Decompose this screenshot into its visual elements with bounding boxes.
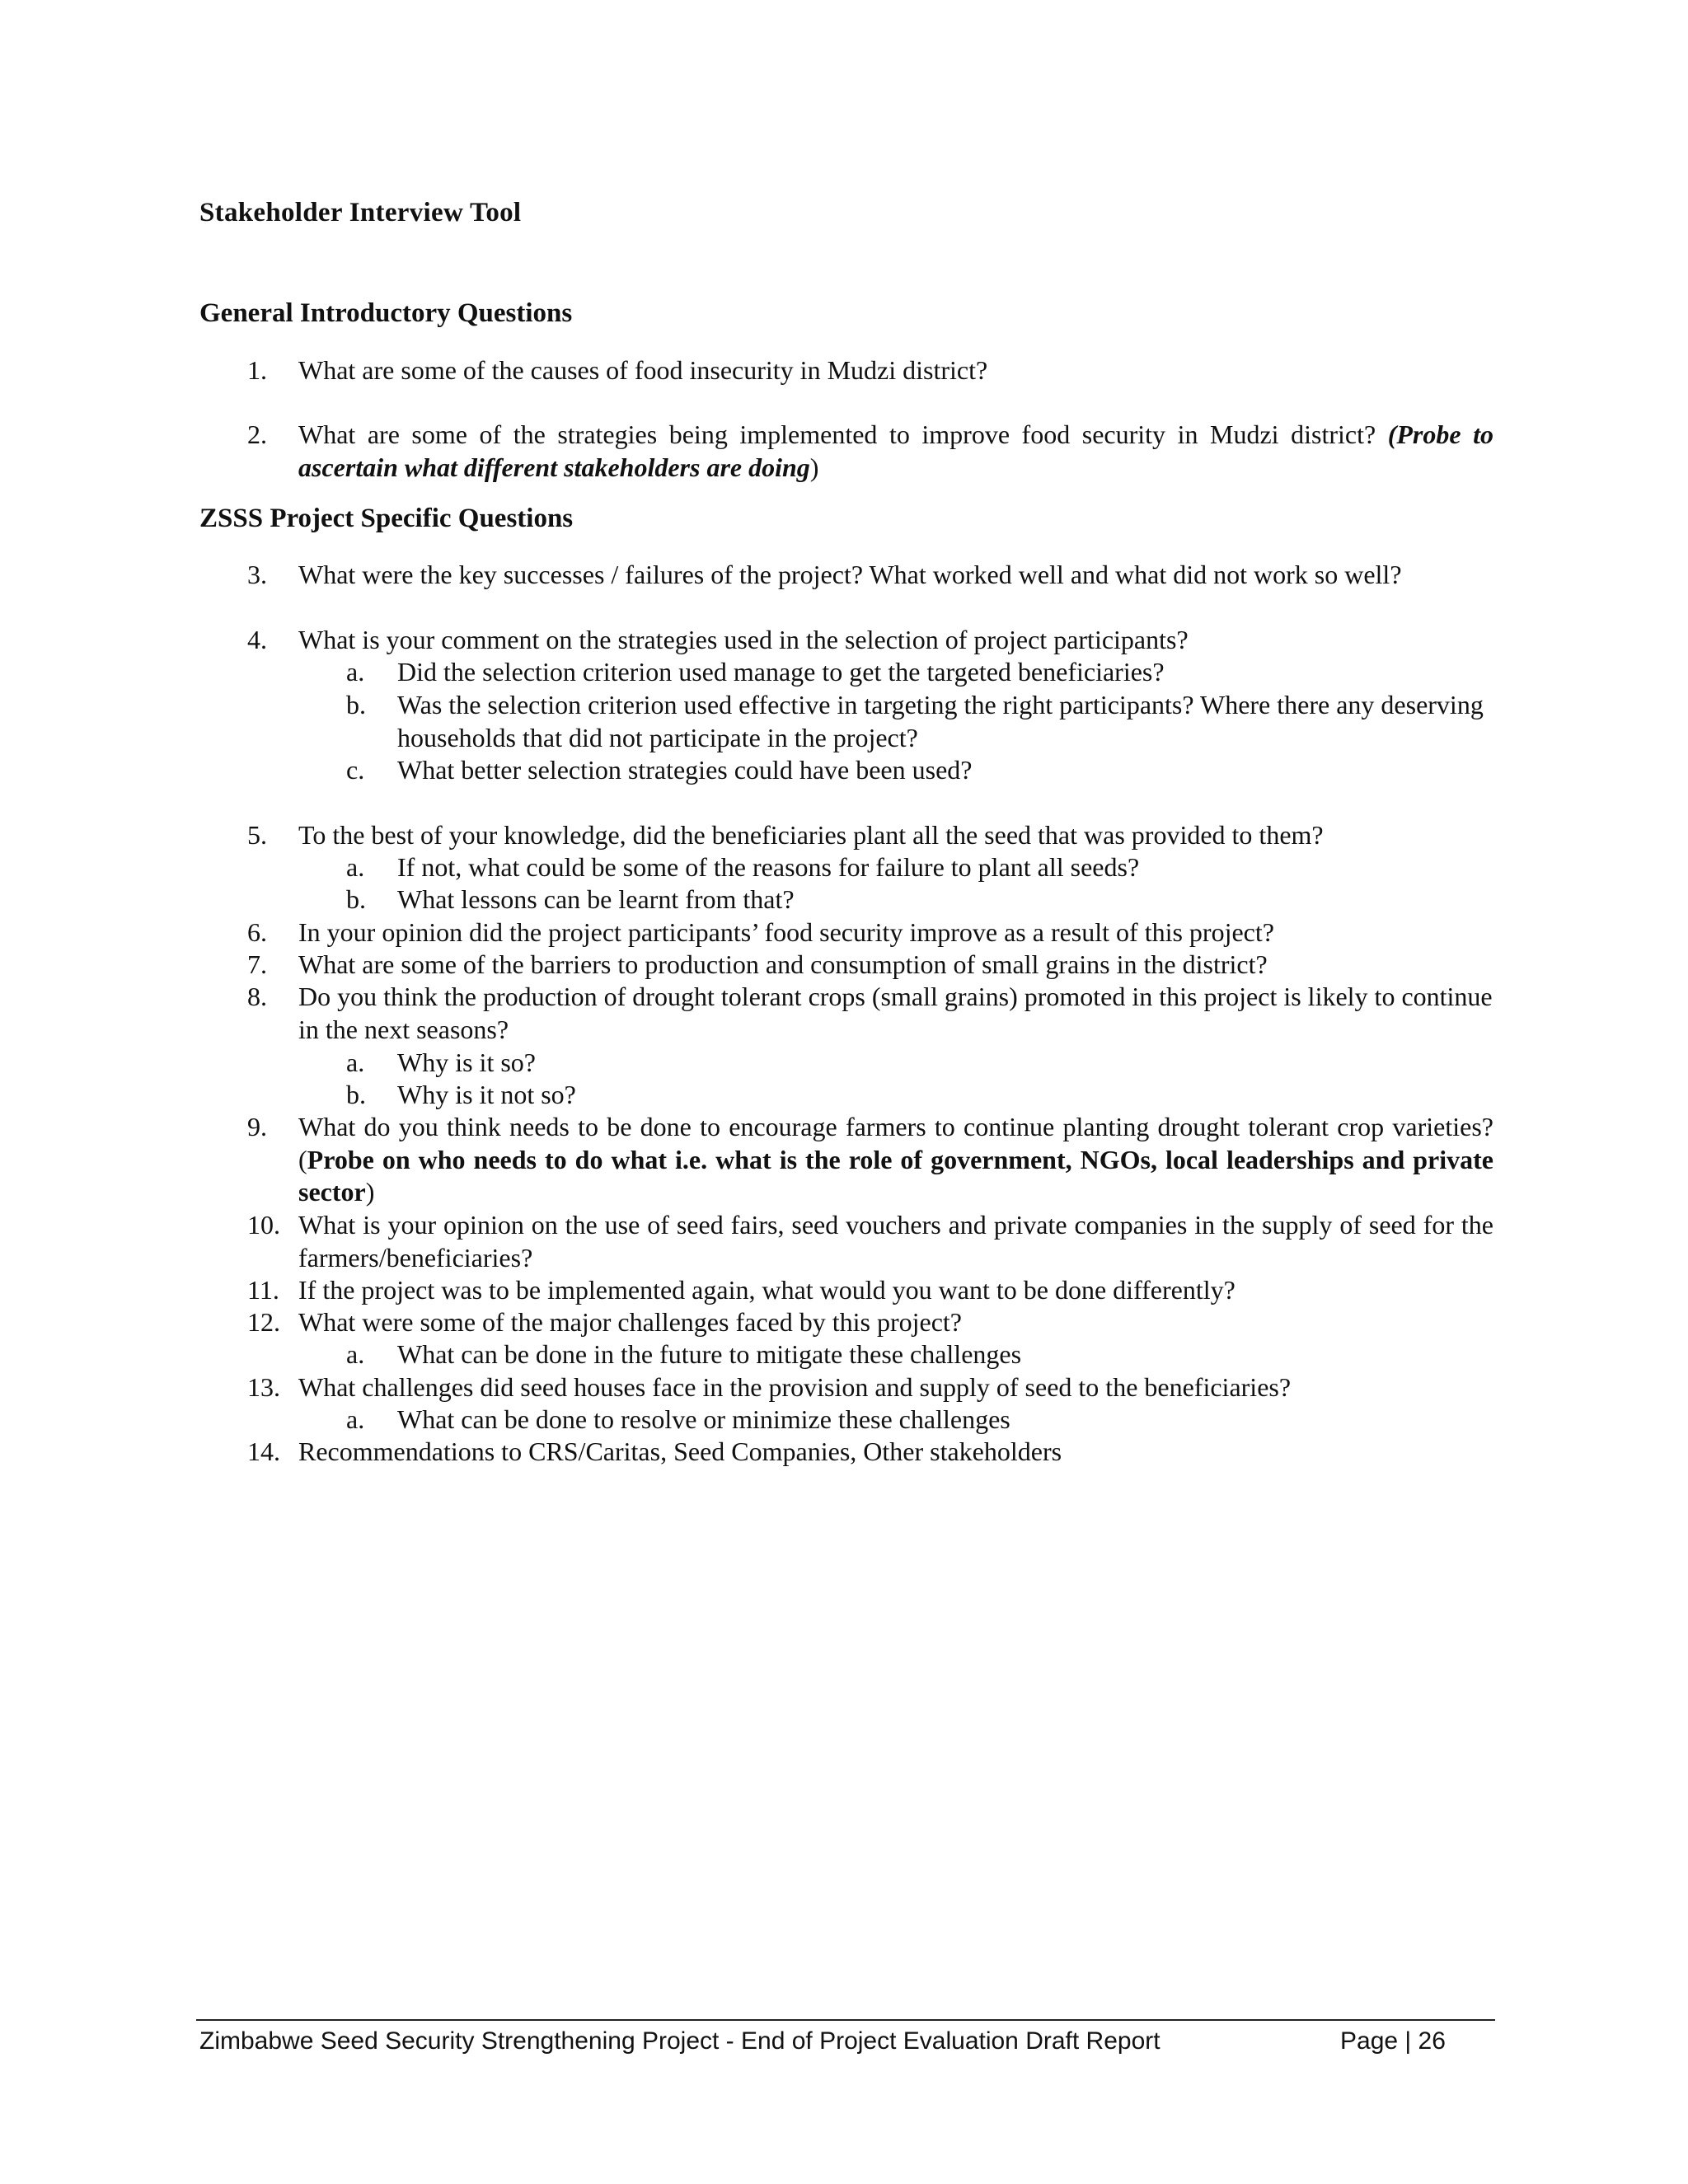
- question-11: [247, 1274, 1493, 1307]
- sub-question-13a: [346, 1404, 1493, 1436]
- sub-question-text: Why is it not so?: [397, 1080, 576, 1109]
- question-text: What do you think needs to be done to encourage farmers to continue planting drought tolerant crop varieties? (: [298, 1112, 1493, 1174]
- question-number: 10.: [247, 1210, 280, 1240]
- sub-question-letter: b.: [346, 1080, 366, 1109]
- question-text: What were the key successes / failures of the project? What worked well and what did not work so well?: [298, 560, 1402, 589]
- sub-question-12a: [346, 1338, 1493, 1371]
- footer-report-title: Zimbabwe Seed Security Strengthening Project - End of Project Evaluation Draft Report: [199, 2027, 1160, 2055]
- question-6: [247, 916, 1493, 949]
- probe-note: (Probe to ascertain what different stakeholders are doing: [298, 419, 1494, 482]
- sub-question-text: Was the selection criterion used effective in targeting the right participants? Where there any deserving households that did not participate in the project?: [397, 690, 1484, 752]
- question-14: [247, 1436, 1493, 1469]
- probe-note: Probe on who needs to do what i.e. what is the role of government, NGOs, local leaderships and private sector: [298, 1144, 1493, 1207]
- question-text: If the project was to be implemented again, what would you want to be done differently?: [298, 1275, 1236, 1305]
- question-number: 13.: [247, 1372, 280, 1402]
- question-number: 6.: [247, 917, 267, 947]
- question-2: [247, 419, 1493, 484]
- footer-page-number: Page | 26: [1340, 2027, 1446, 2055]
- question-text: What challenges did seed houses face in the provision and supply of seed to the beneficiaries?: [298, 1372, 1292, 1402]
- sub-question-5b: [346, 883, 1493, 916]
- sub-question-8a: [346, 1047, 1493, 1080]
- question-text-container: [298, 1111, 1493, 1209]
- question-number: 2.: [247, 419, 267, 449]
- sub-question-text: What can be done in the future to mitigate these challenges: [397, 1339, 1022, 1369]
- footer-divider: [196, 2019, 1495, 2021]
- question-text: What is your comment on the strategies used in the selection of project participants?: [298, 625, 1189, 654]
- question-number: 11.: [247, 1275, 279, 1305]
- sub-question-letter: a.: [346, 852, 365, 882]
- closing-paren: ): [809, 452, 819, 482]
- question-5: [247, 819, 1493, 852]
- question-8: [247, 981, 1493, 1046]
- question-number: 5.: [247, 820, 267, 850]
- question-text: What are some of the barriers to production and consumption of small grains in the district?: [298, 949, 1268, 979]
- question-9: [247, 1111, 1493, 1209]
- question-text: What are some of the causes of food insecurity in Mudzi district?: [298, 355, 988, 385]
- question-number: 14.: [247, 1436, 280, 1466]
- question-4: [247, 624, 1493, 657]
- question-7: [247, 949, 1493, 982]
- sub-question-5a: [346, 851, 1493, 884]
- question-number: 1.: [247, 355, 267, 385]
- question-number: 7.: [247, 949, 267, 979]
- question-number: 9.: [247, 1112, 267, 1141]
- question-text: In your opinion did the project participants’ food security improve as a result of this project?: [298, 917, 1274, 947]
- question-number: 8.: [247, 982, 267, 1011]
- question-number: 3.: [247, 560, 267, 589]
- sub-question-text: Did the selection criterion used manage to get the targeted beneficiaries?: [397, 657, 1165, 687]
- question-13: [247, 1371, 1493, 1404]
- closing-paren: ): [365, 1177, 375, 1207]
- question-text: Do you think the production of drought tolerant crops (small grains) promoted in this project is likely to continue in the next seasons?: [298, 982, 1493, 1044]
- question-number: 4.: [247, 625, 267, 654]
- question-1: [247, 354, 1493, 387]
- sub-question-letter: c.: [346, 755, 365, 785]
- section-heading-zsss: ZSSS Project Specific Questions: [199, 504, 574, 533]
- question-number: 12.: [247, 1307, 280, 1337]
- question-10: [247, 1209, 1493, 1274]
- sub-question-text: What lessons can be learnt from that?: [397, 884, 795, 914]
- question-text-container: [298, 419, 1493, 484]
- question-text: Recommendations to CRS/Caritas, Seed Companies, Other stakeholders: [298, 1436, 1062, 1466]
- question-12: [247, 1306, 1493, 1339]
- question-text: What were some of the major challenges faced by this project?: [298, 1307, 962, 1337]
- sub-question-letter: a.: [346, 1404, 365, 1434]
- question-text: What is your opinion on the use of seed fairs, seed vouchers and private companies in the supply of seed for the farmers/beneficiaries?: [298, 1210, 1493, 1272]
- sub-question-text: If not, what could be some of the reasons for failure to plant all seeds?: [397, 852, 1140, 882]
- sub-question-letter: b.: [346, 690, 366, 719]
- sub-question-letter: a.: [346, 1339, 365, 1369]
- sub-question-text: Why is it so?: [397, 1047, 536, 1077]
- sub-question-8b: [346, 1079, 1493, 1112]
- question-3: [247, 559, 1493, 592]
- section-heading-general: General Introductory Questions: [199, 298, 573, 328]
- sub-question-4a: [346, 656, 1493, 689]
- question-text: To the best of your knowledge, did the beneficiaries plant all the seed that was provided to them?: [298, 820, 1324, 850]
- question-text: What are some of the strategies being implemented to improve food security in Mudzi district?: [298, 419, 1388, 449]
- sub-question-4c: [346, 754, 1493, 787]
- sub-question-letter: a.: [346, 1047, 365, 1077]
- sub-question-letter: a.: [346, 657, 365, 687]
- sub-question-4b: [346, 689, 1493, 754]
- document-title: Stakeholder Interview Tool: [199, 198, 522, 227]
- sub-question-text: What can be done to resolve or minimize these challenges: [397, 1404, 1010, 1434]
- sub-question-text: What better selection strategies could have been used?: [397, 755, 973, 785]
- sub-question-letter: b.: [346, 884, 366, 914]
